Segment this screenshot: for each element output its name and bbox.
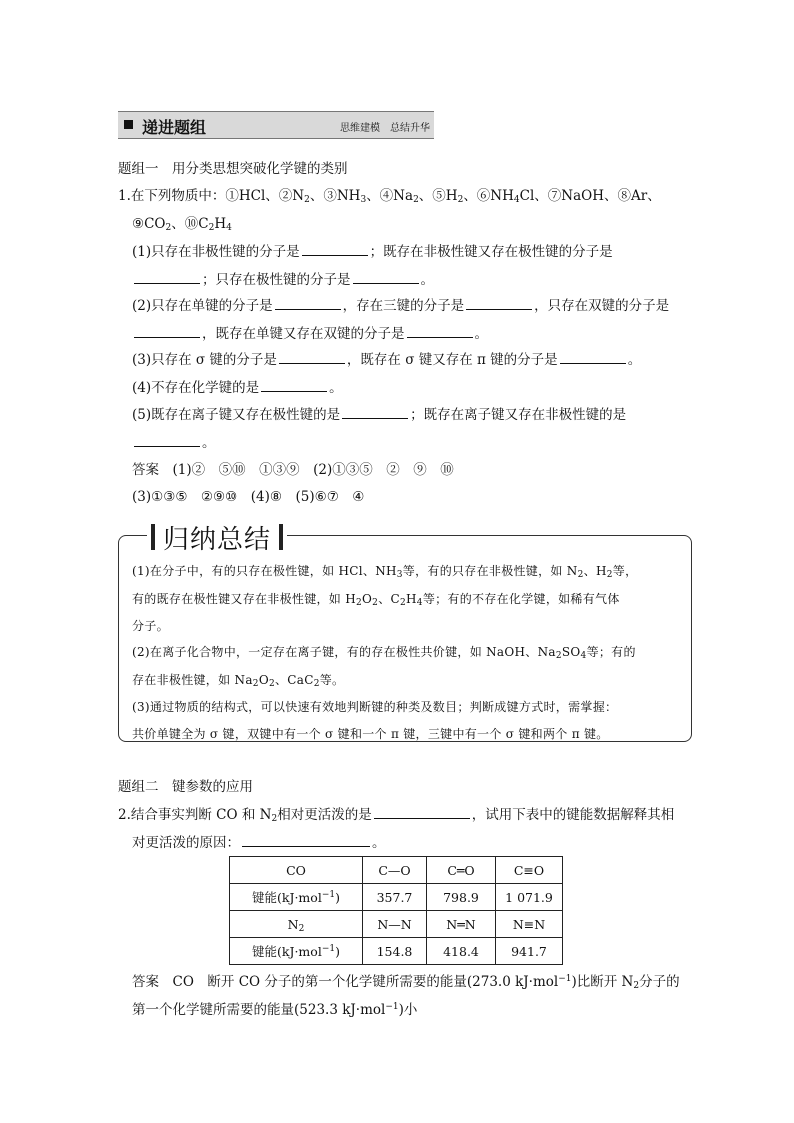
summary-line: (2)在离子化合物中，一定存在离子键，有的存在极性共价键，如 NaOH、$Na_2SO_4$等；有的 xyxy=(132,645,636,661)
q2-answer-line1: 答案 CO 断开 CO 分子的第一个化学键所需要的能量(273.0 kJ·mol$^{-1}$)比断开 $N_2$分子的 xyxy=(132,974,680,991)
table-cell: 941.7 xyxy=(496,938,563,965)
table-cell: 键能(kJ·mol$^{-1}$) xyxy=(230,938,363,965)
table-cell: CO xyxy=(230,857,363,884)
bond-energy-table xyxy=(229,856,563,965)
group2-title: 题组二 键参数的应用 xyxy=(118,779,253,795)
answer-blank[interactable] xyxy=(279,351,345,364)
q1-part5-line1: (5)既存在离子键又存在极性键的是 ；既存在离子键又存在非极性键的是 xyxy=(132,407,627,423)
answer-blank[interactable] xyxy=(353,271,419,284)
answer-blank[interactable] xyxy=(275,297,341,310)
table-cell: 357.7 xyxy=(363,884,427,911)
group1-title: 题组一 用分类思想突破化学键的类别 xyxy=(118,161,348,177)
table-cell: N═N xyxy=(427,911,496,938)
answer-blank[interactable] xyxy=(466,297,532,310)
q1-part2-line2: ，既存在单键又存在双键的分子是 。 xyxy=(132,322,488,342)
table-cell: 1 071.9 xyxy=(496,884,563,911)
q1-part1-line1: (1)只存在非极性键的分子是 ；既存在非极性键又存在极性键的分子是 xyxy=(132,244,613,260)
section-banner xyxy=(118,111,434,139)
q2-stem-line1: 2.结合事实判断 CO 和 $N_2$相对更活泼的是 ，试用下表中的键能数据解释其相 xyxy=(118,807,675,824)
summary-line: (1)在分子中，有的只存在极性键，如 HCl、$NH_3$等，有的只存在非极性键，如 $N_2$、$H_2$等， xyxy=(132,564,638,580)
table-cell: 418.4 xyxy=(427,938,496,965)
q1-stem-line2: $⑨CO_2$、$⑩C_2H_4$ xyxy=(132,216,232,233)
answer-blank[interactable] xyxy=(374,806,470,819)
summary-line: 有的既存在极性键又存在非极性键，如 $H_2O_2$、$C_2H_4$等；有的不存在化学键，如稀有气体 xyxy=(132,592,620,608)
table-cell: C—O xyxy=(363,857,427,884)
table-row xyxy=(230,884,563,911)
answer-blank[interactable] xyxy=(134,434,200,447)
answer-blank[interactable] xyxy=(302,243,368,256)
table-cell: $N_2$ xyxy=(230,911,363,938)
summary-line: 共价单键全为 σ 键，双键中有一个 σ 键和一个 π 键，三键中有一个 σ 键和两个 π 键。 xyxy=(132,727,609,741)
q1-part3: (3)只存在 σ 键的分子是 ，既存在 σ 键又存在 π 键的分子是 。 xyxy=(132,352,642,368)
table-cell: C≡O xyxy=(496,857,563,884)
square-bullet-icon xyxy=(124,120,133,129)
answer-blank[interactable] xyxy=(134,271,200,284)
q2-stem-line2: 对更活泼的原因： 。 xyxy=(132,835,386,851)
banner-title: 递进题组 xyxy=(142,118,207,137)
bar-icon xyxy=(279,524,283,550)
summary-header xyxy=(147,520,287,554)
table-cell: 键能(kJ·mol$^{-1}$) xyxy=(230,884,363,911)
answer-blank[interactable] xyxy=(242,834,370,847)
q1-part1-line2: ；只存在极性键的分子是 。 xyxy=(132,268,434,288)
table-cell: C═O xyxy=(427,857,496,884)
answer-blank[interactable] xyxy=(407,325,473,338)
table-row xyxy=(230,857,563,884)
table-cell: 798.9 xyxy=(427,884,496,911)
q1-answer-line1: 答案 (1)② ⑤⑩ ①③⑨ (2)①③⑤ ② ⑨ ⑩ xyxy=(132,462,454,478)
answer-blank[interactable] xyxy=(560,351,626,364)
summary-line: 存在非极性键，如 $Na_2O_2$、CaC$_2$等。 xyxy=(132,673,345,689)
q1-part2-line1: (2)只存在单键的分子是 ，存在三键的分子是 ，只存在双键的分子是 xyxy=(132,298,670,314)
banner-subtitle: 思维建模 总结升华 xyxy=(340,123,430,134)
bar-icon xyxy=(151,524,155,550)
summary-line: 分子。 xyxy=(132,619,169,633)
answer-blank[interactable] xyxy=(342,406,408,419)
table-row xyxy=(230,911,563,938)
table-cell: 154.8 xyxy=(363,938,427,965)
q2-answer-line2: 第一个化学键所需要的能量(523.3 kJ·mol$^{-1}$)小 xyxy=(132,1002,418,1018)
q1-part5-line2: 。 xyxy=(132,431,216,451)
q1-part4: (4)不存在化学键的是 。 xyxy=(132,380,343,396)
summary-line: (3)通过物质的结构式，可以快速有效地判断键的种类及数目；判断成键方式时，需掌握： xyxy=(132,700,618,714)
q1-answer-line2: (3)①③⑤ ②⑨⑩ (4)⑧ (5)⑥⑦ ④ xyxy=(132,489,365,505)
table-row xyxy=(230,938,563,965)
table-cell: N≡N xyxy=(496,911,563,938)
answer-blank[interactable] xyxy=(261,379,327,392)
answer-blank[interactable] xyxy=(134,325,200,338)
q1-stem-line1: 1.在下列物质中：①HCl、$②N_2$、$③NH_3$、$④Na_2$、$⑤H_2$、$⑥NH_4Cl$、⑦NaOH、⑧Ar、 xyxy=(118,188,661,205)
summary-title: 归纳总结 xyxy=(163,524,272,555)
table-cell: N—N xyxy=(363,911,427,938)
